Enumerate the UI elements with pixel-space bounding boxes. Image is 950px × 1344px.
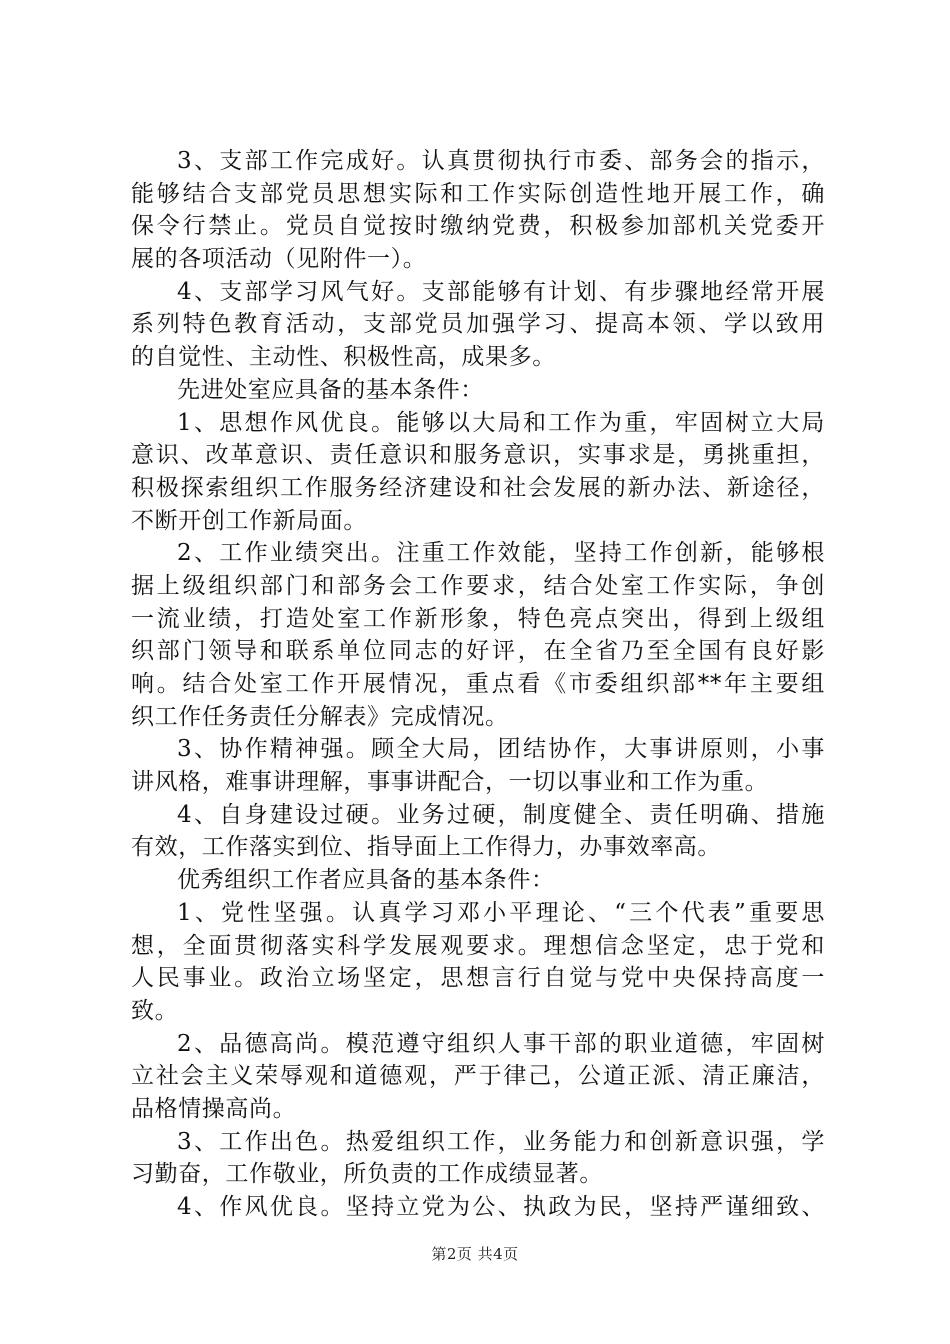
paragraph-line: 积极探索组织工作服务经济建设和社会发展的新办法、新途径，: [131, 474, 825, 501]
paragraph-line: 织部门领导和联系单位同志的好评，在全省乃至全国有良好影: [131, 638, 825, 665]
paragraph-line: 据上级组织部门和部务会工作要求，结合处室工作实际，争创: [131, 572, 825, 599]
paragraph-line: 3、支部工作完成好。认真贯彻执行市委、部务会的指示，: [177, 148, 825, 174]
paragraph-line: 4、支部学习风气好。支部能够有计划、有步骤地经常开展: [177, 278, 825, 305]
paragraph-line: 2、品德高尚。模范遵守组织人事干部的职业道德，牢固树: [177, 1030, 825, 1057]
paragraph-line: 有效，工作落实到位、指导面上工作得力，办事效率高。: [131, 834, 721, 861]
paragraph-line: 人民事业。政治立场坚定，思想言行自觉与党中央保持高度一: [131, 965, 825, 992]
paragraph-line: 3、工作出色。热爱组织工作，业务能力和创新意识强，学: [177, 1128, 825, 1155]
paragraph-line: 能够结合支部党员思想实际和工作实际创造性地开展工作，确: [131, 180, 825, 207]
section-heading: 优秀组织工作者应具备的基本条件：: [177, 867, 555, 894]
paragraph-line: 不断开创工作新局面。: [131, 507, 367, 534]
paragraph-line: 织工作任务责任分解表》完成情况。: [131, 703, 509, 730]
paragraph-line: 4、作风优良。坚持立党为公、执政为民，坚持严谨细致、: [177, 1194, 825, 1220]
paragraph-line: 保令行禁止。党员自觉按时缴纳党费，积极参加部机关党委开: [131, 213, 825, 240]
paragraph-line: 的自觉性、主动性、积极性高，成果多。: [131, 344, 556, 371]
paragraph-line: 意识、改革意识、责任意识和服务意识，实事求是，勇挑重担，: [131, 442, 825, 469]
section-heading: 先进处室应具备的基本条件：: [177, 376, 484, 403]
document-body: [131, 145, 825, 1224]
paragraph-line: 响。结合处室工作开展情况，重点看《市委组织部**年主要组: [131, 671, 825, 697]
paragraph-line: 习勤奋，工作敬业，所负责的工作成绩显著。: [131, 1161, 603, 1188]
paragraph-line: 讲风格，难事讲理解，事事讲配合，一切以事业和工作为重。: [131, 769, 769, 796]
paragraph-line: 系列特色教育活动，支部党员加强学习、提高本领、学以致用: [131, 311, 825, 338]
paragraph-line: 1、党性坚强。认真学习邓小平理论、“三个代表”重要思: [177, 899, 825, 926]
paragraph-line: 想，全面贯彻落实科学发展观要求。理想信念坚定，忠于党和: [131, 932, 825, 959]
paragraph-line: 4、自身建设过硬。业务过硬，制度健全、责任明确、措施: [177, 801, 825, 828]
paragraph-line: 品格情操高尚。: [131, 1095, 297, 1122]
page-number-footer: 第2页 共4页: [431, 1245, 519, 1263]
paragraph-line: 一流业绩，打造处室工作新形象，特色亮点突出，得到上级组: [131, 605, 825, 632]
paragraph-line: 3、协作精神强。顾全大局，团结协作，大事讲原则，小事: [177, 736, 825, 763]
paragraph-line: 展的各项活动（见附件一）。: [131, 246, 427, 273]
paragraph-line: 1、思想作风优良。能够以大局和工作为重，牢固树立大局: [177, 409, 825, 436]
paragraph-line: 2、工作业绩突出。注重工作效能，坚持工作创新，能够根: [177, 540, 825, 567]
paragraph-line: 致。: [131, 997, 179, 1024]
paragraph-line: 立社会主义荣辱观和道德观，严于律己，公道正派、清正廉洁，: [131, 1063, 825, 1090]
